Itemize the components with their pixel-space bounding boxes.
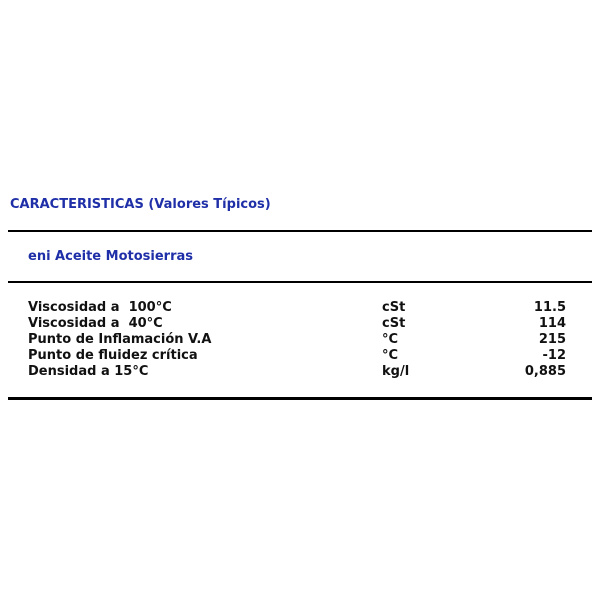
property-value: 0,885 bbox=[524, 364, 566, 379]
middle-divider bbox=[8, 281, 592, 283]
property-row bbox=[28, 348, 568, 364]
properties-table bbox=[28, 300, 568, 380]
bottom-divider bbox=[8, 397, 592, 400]
property-row bbox=[28, 300, 568, 316]
property-row bbox=[28, 332, 568, 348]
property-name: Viscosidad a 40°C bbox=[28, 316, 163, 331]
property-name: Punto de fluidez crítica bbox=[28, 348, 198, 363]
property-name: Densidad a 15°C bbox=[28, 364, 149, 379]
property-name: Punto de Inflamación V.A bbox=[28, 332, 212, 347]
property-unit: cSt bbox=[382, 300, 406, 315]
top-divider bbox=[8, 230, 592, 232]
property-value: 114 bbox=[538, 316, 566, 331]
product-name: eni Aceite Motosierras bbox=[28, 249, 194, 264]
property-name: Viscosidad a 100°C bbox=[28, 300, 172, 315]
section-title: CARACTERISTICAS (Valores Típicos) bbox=[10, 197, 271, 212]
property-unit: cSt bbox=[382, 316, 406, 331]
property-value: 215 bbox=[538, 332, 566, 347]
property-row bbox=[28, 316, 568, 332]
property-value: 11.5 bbox=[533, 300, 566, 315]
property-row bbox=[28, 364, 568, 380]
property-unit: kg/l bbox=[382, 364, 410, 379]
property-unit: °C bbox=[382, 332, 399, 347]
property-unit: °C bbox=[382, 348, 399, 363]
property-value: -12 bbox=[542, 348, 566, 363]
